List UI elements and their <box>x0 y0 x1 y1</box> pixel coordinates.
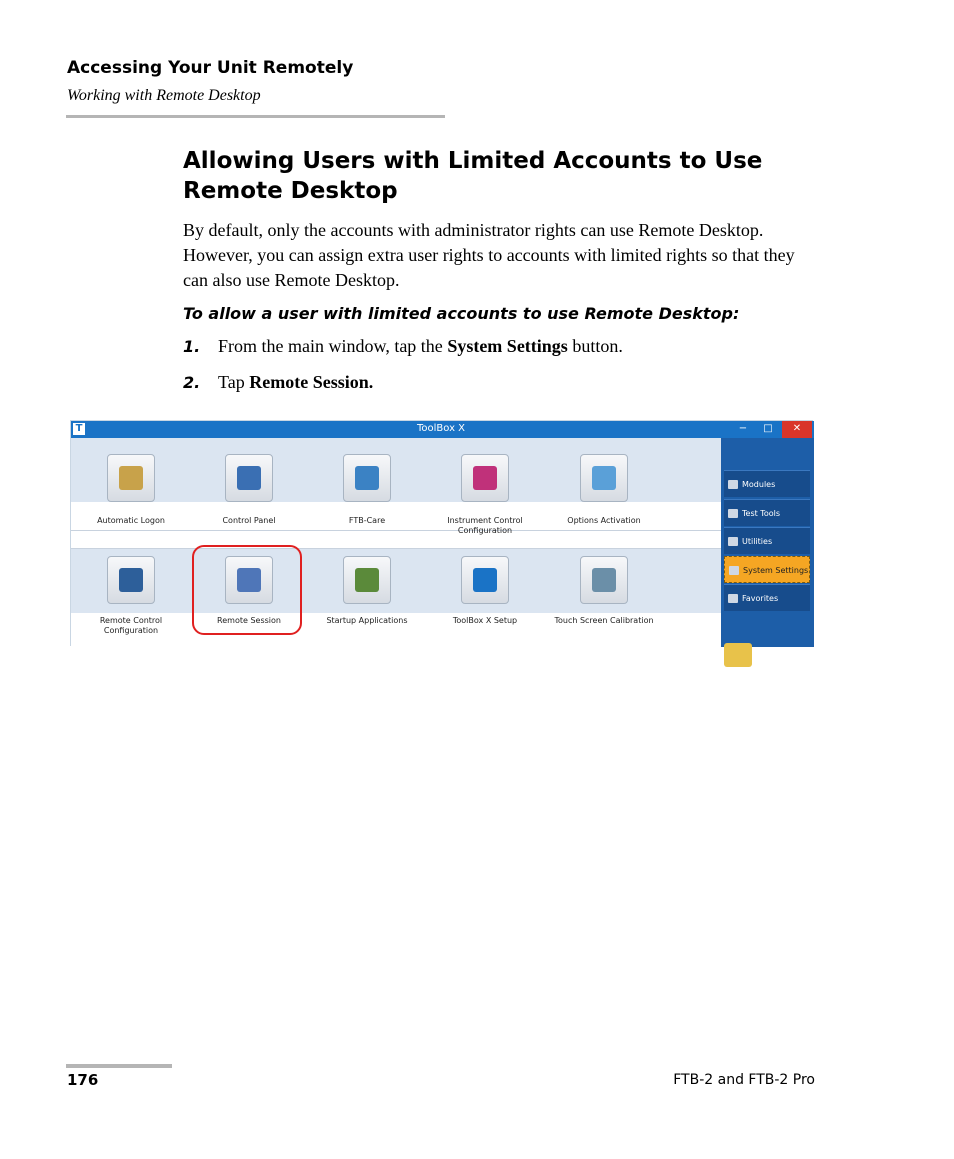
test-tools-icon <box>728 509 738 518</box>
sidebar-item-favorites[interactable] <box>724 584 810 611</box>
ftb-care-tile[interactable] <box>343 454 391 502</box>
tile-label: Remote Control Configuration <box>99 616 163 635</box>
sidebar-item-modules[interactable] <box>724 470 810 497</box>
tile-label: Instrument Control Configuration <box>447 516 523 535</box>
settings-grid <box>71 438 721 647</box>
sidebar-item-label: Favorites <box>742 594 779 603</box>
startup-applications-tile[interactable] <box>343 556 391 604</box>
document-title: FTB-2 and FTB-2 Pro <box>673 1072 815 1088</box>
toolbox-screenshot <box>70 420 813 663</box>
touch-calibration-icon <box>592 568 616 592</box>
step-text: From the main window, tap the System Settings button. <box>218 336 623 356</box>
automatic-logon-tile[interactable] <box>107 454 155 502</box>
tile-label: ToolBox X Setup <box>452 616 518 625</box>
sidebar-item-utilities[interactable] <box>724 527 810 554</box>
touch-screen-calibration-tile[interactable] <box>580 556 628 604</box>
toolbox-x-setup-tile[interactable] <box>461 556 509 604</box>
star-icon <box>728 594 738 603</box>
sidebar-item-label: Test Tools <box>742 509 781 518</box>
tile-label: Touch Screen Calibration <box>554 616 654 625</box>
tile-label: Remote Session <box>217 616 281 625</box>
tile-label: FTB-Care <box>348 516 386 525</box>
control-panel-icon <box>237 466 261 490</box>
options-activation-icon <box>592 466 616 490</box>
tile-label: Control Panel <box>222 516 276 525</box>
header-rule <box>66 115 445 118</box>
row-divider <box>71 530 721 531</box>
step-text: Tap Remote Session. <box>218 372 374 392</box>
tile-label: Startup Applications <box>326 616 408 625</box>
procedure-title: To allow a user with limited accounts to use Remote Desktop: <box>183 304 740 323</box>
intro-paragraph: By default, only the accounts with administrator rights can use Remote Desktop. However, you can assign extra user rights to accounts with limited rights so that they can also use Remote Desktop. <box>183 220 795 290</box>
sidebar-item-label: Modules <box>742 480 776 489</box>
section-title: Allowing Users with Limited Accounts to Use Remote Desktop <box>183 148 763 204</box>
sidebar <box>721 438 814 663</box>
tile-label: Options Activation <box>567 516 641 525</box>
minimize-button[interactable]: − <box>738 423 748 434</box>
sidebar-item-system-settings[interactable] <box>724 556 810 583</box>
step-number: 2. <box>183 373 201 392</box>
window-title: ToolBox X <box>416 423 466 434</box>
remote-session-highlight <box>192 545 302 635</box>
toolbox-logo-icon: T <box>73 423 85 435</box>
maximize-button[interactable]: □ <box>763 423 773 434</box>
chapter-title: Accessing Your Unit Remotely <box>67 58 354 78</box>
close-button[interactable]: ✕ <box>782 421 812 438</box>
ftb-care-icon <box>355 466 379 490</box>
control-panel-tile[interactable] <box>225 454 273 502</box>
remote-control-icon <box>119 568 143 592</box>
utilities-icon <box>728 537 738 546</box>
toolbox-setup-icon <box>473 568 497 592</box>
ic-icon <box>473 466 497 490</box>
power-meter-app[interactable] <box>724 643 810 669</box>
power-meter-icon <box>724 643 752 667</box>
tile-label: Automatic Logon <box>97 516 165 525</box>
sidebar-item-label: Utilities <box>742 537 773 546</box>
options-activation-tile[interactable] <box>580 454 628 502</box>
step-number: 1. <box>183 337 201 356</box>
gear-icon <box>729 566 739 575</box>
window-titlebar <box>71 421 814 438</box>
power-meter-label: Power Meter - VFL <box>756 646 805 663</box>
page-number: 176 <box>67 1071 99 1089</box>
modules-icon <box>728 480 738 489</box>
sidebar-item-label: System Settings <box>743 566 809 575</box>
instrument-control-configuration-tile[interactable] <box>461 454 509 502</box>
startup-apps-icon <box>355 568 379 592</box>
sidebar-item-test-tools[interactable] <box>724 499 810 526</box>
users-key-icon <box>119 466 143 490</box>
footer-rule <box>66 1064 172 1068</box>
section-subtitle: Working with Remote Desktop <box>67 87 261 104</box>
remote-control-configuration-tile[interactable] <box>107 556 155 604</box>
